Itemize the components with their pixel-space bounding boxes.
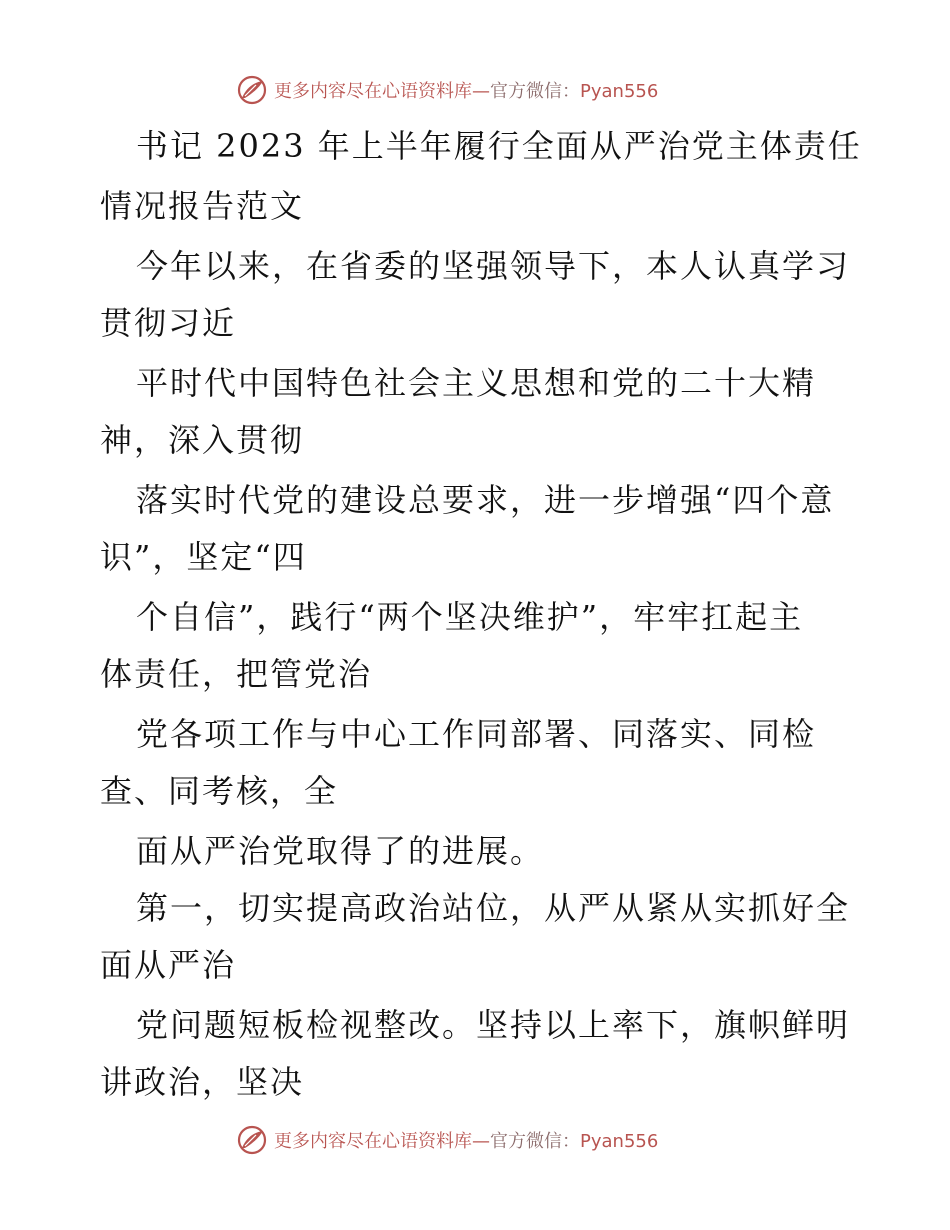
title-line-1: 书记 2023 年上半年履行全面从严治党主体责任 (136, 127, 862, 165)
header-banner (236, 72, 658, 108)
paragraph-line: 党问题短板检视整改。坚持以上率下，旗帜鲜明 (136, 1006, 851, 1044)
banner-wechat-id: Pyan556 (580, 81, 659, 102)
banner-text (274, 1127, 658, 1153)
paragraph-line: 个自信”，践行“两个坚决维护”，牢牢扛起主 (136, 598, 804, 636)
paragraph-line: 平时代中国特色社会主义思想和党的二十大精 (136, 364, 817, 402)
paragraph-line: 党各项工作与中心工作同部署、同落实、同检 (136, 715, 817, 753)
paragraph-line: 查、同考核，全 (100, 772, 339, 810)
banner-main-text: 更多内容尽在心语资料库 (274, 1131, 472, 1152)
paragraph-line: 讲政治，坚决 (100, 1063, 305, 1101)
banner-text (274, 77, 658, 103)
footer-banner (236, 1122, 658, 1158)
paragraph-line: 面从严治 (100, 946, 237, 984)
pen-nib-logo-icon (236, 1124, 268, 1156)
banner-dash: — (472, 1131, 490, 1152)
paragraph-line: 落实时代党的建设总要求，进一步增强“四个意 (136, 481, 835, 519)
banner-main-text: 更多内容尽在心语资料库 (274, 81, 472, 102)
banner-label: 官方微信： (490, 81, 580, 102)
banner-label: 官方微信： (490, 1131, 580, 1152)
banner-wechat-id: Pyan556 (580, 1131, 659, 1152)
paragraph-line: 第一，切实提高政治站位，从严从紧从实抓好全 (136, 889, 851, 927)
paragraph-line: 体责任，把管党治 (100, 655, 373, 693)
paragraph-line: 面从严治党取得了的进展。 (136, 832, 545, 870)
paragraph-line: 今年以来，在省委的坚强领导下，本人认真学习 (136, 247, 851, 285)
title-line-2: 情况报告范文 (100, 187, 305, 225)
banner-dash: — (472, 81, 490, 102)
pen-nib-logo-icon (236, 74, 268, 106)
paragraph-line: 识”，坚定“四 (100, 538, 307, 576)
paragraph-line: 贯彻习近 (100, 304, 237, 342)
paragraph-line: 神，深入贯彻 (100, 421, 305, 459)
